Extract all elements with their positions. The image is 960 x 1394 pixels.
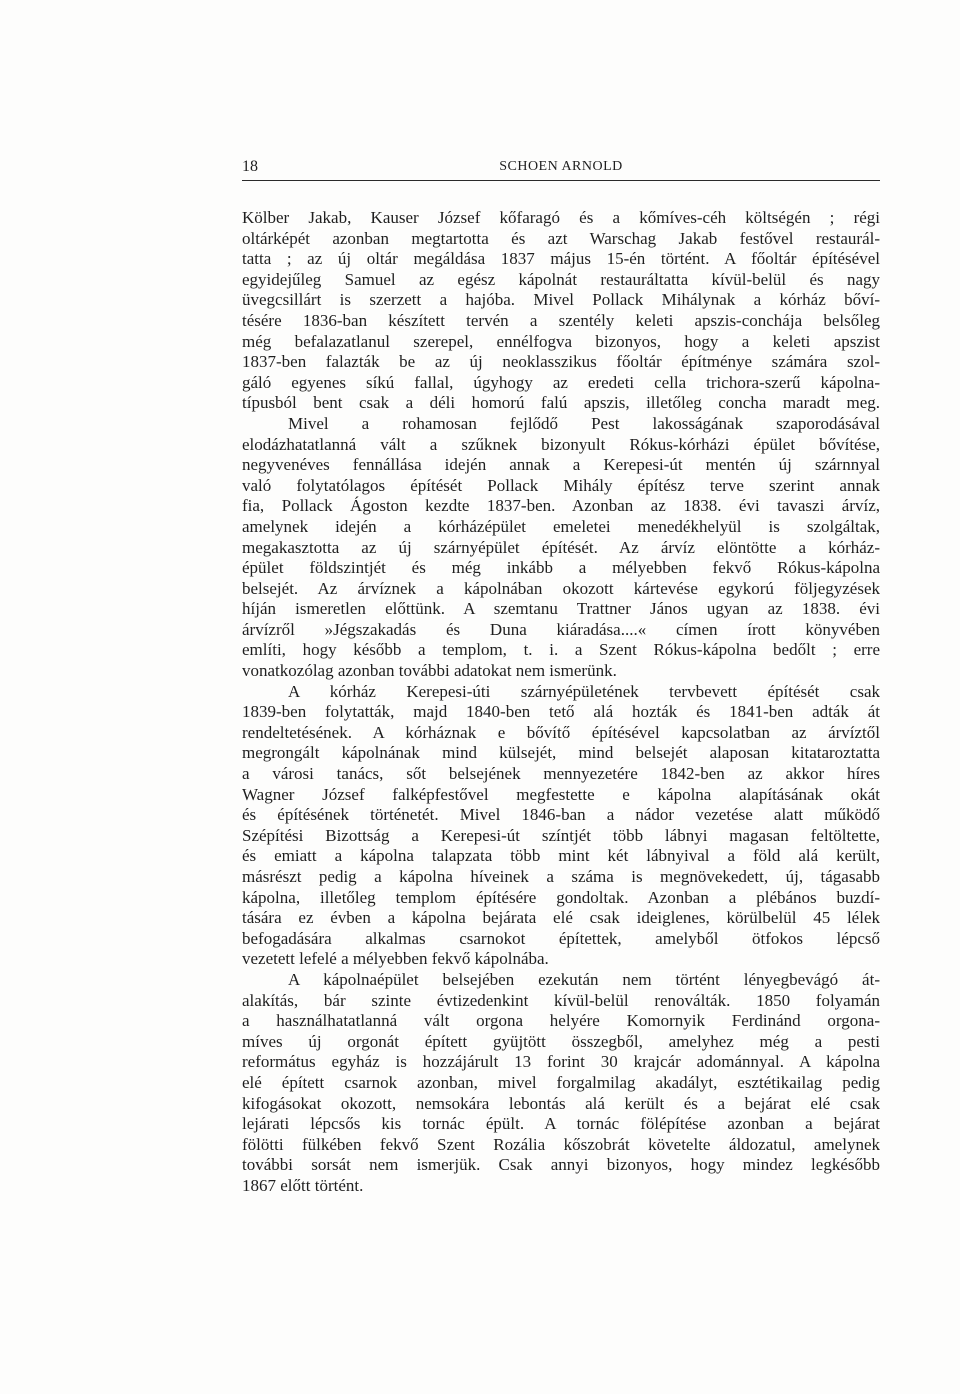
text-line: épület földszintjét és még inkább a mélyebben fekvő Rókus-kápolna [242, 558, 880, 578]
text-line: A kórház Kerepesi-úti szárnyépületének tervbevett építését csak [288, 681, 880, 701]
text-line: amelynek idején a kórházépület emeletei menedékhelyül is szolgáltak, [242, 516, 880, 536]
text-line: és építésének történetét. Mivel 1846-ban a nádor vezetése alatt működő [242, 805, 880, 825]
text-line: oltárképét azonban megtartotta és azt Warschag Jakab festővel restaurál- [242, 228, 880, 248]
text-line: Mivel a rohamosan fejlődő Pest lakosságának szaporodásával [288, 413, 880, 433]
running-head: SCHOEN ARNOLD [499, 159, 623, 174]
text-line: rendeltetésének. A kórháznak e bővítő építésével kapcsolatban az árvíztől [242, 722, 880, 742]
text-line: kifogásokat okozott, nemsokára lebontás alá került és a bejárat elé csak [242, 1093, 880, 1113]
text-line: tására ez évben a kápolna bejárata elé csak ideiglenes, körülbelül 45 lélek [242, 908, 880, 928]
text-line: belsejét. Az árvíznek a kápolnában okozott kártevése egykorú följegyzések [242, 578, 880, 598]
text-line: elodázhatatlanná vált a szűknek bizonyult Rókus-kórházi épület bővítése, [242, 434, 880, 454]
text-line: való folytatólagos építését Pollack Mihály építész terve szerint annak [242, 475, 880, 495]
text-line: híján ismeretlen előttünk. A szemtanu Trattner János ugyan az 1838. évi [242, 599, 880, 619]
text-line: Wagner József falképfestővel megfestette e kápolna alapításának okát [242, 784, 880, 804]
text-line: még befalazatlanul szerepel, ennélfogva bizonyos, hogy a keleti apszist [242, 331, 880, 351]
text-line: a városi tanács, sőt belsejének mennyezetére 1842-ben az akkor híres [242, 764, 880, 784]
paragraph [242, 208, 880, 414]
text-line: árvízről »Jégszakadás és Duna kiáradása....« címen írott könyvében [242, 619, 880, 639]
text-line: 1839-ben folytatták, majd 1840-ben tető alá hozták és 1841-ben adták át [242, 702, 880, 722]
text-line: egyidejűleg Samuel az egész kápolnát restauráltatta kívül-belül és nagy [242, 269, 880, 289]
paragraph [242, 414, 880, 682]
text-line: fia, Pollack Ágoston kezdte 1837-ben. Azonban az 1838. évi tavaszi árvíz, [242, 496, 880, 516]
text-line: másrészt pedig a kápolna híveinek a száma is megnövekedett, új, tágasabb [242, 867, 880, 886]
text-line: 1867 előtt történt. [242, 1175, 364, 1195]
text-line: megrongált kápolnának mind külsejét, mind belsejét alaposan kitataroztatta [242, 743, 880, 763]
text-line: kápolna, illetőleg templom építésére gondoltak. Azonban a plébános buzdí- [242, 887, 880, 907]
text-line: gáló egyenes síkú fallal, úgyhogy az eredeti cella trichora-szerű kápolna- [242, 372, 880, 392]
text-line: típusból bent csak a déli homorú falú apszis, illetőleg concha maradt meg. [242, 393, 880, 413]
paragraph [242, 682, 880, 970]
text-line: fölötti fülkében fekvő Szent Rozália kőszobrát követelte áldozatul, amelynek [242, 1134, 880, 1154]
text-line: A kápolnaépület belsejében ezekután nem történt lényegbevágó át- [288, 969, 880, 989]
text-line: vonatkozólag azonban további adatokat nem ismerünk. [242, 661, 617, 681]
text-line: 1837-ben falazták be az új neoklasszikus főoltár építménye számára szol- [242, 352, 880, 372]
text-line: további sorsát nem ismerjük. Csak annyi bizonyos, hogy mindez legkésőbb [242, 1155, 880, 1175]
text-line: befogadására alkalmas csarnokot építettek, amelyből ötfokos lépcső [242, 928, 880, 948]
body-text [242, 208, 880, 1197]
paragraph [242, 970, 880, 1197]
text-line: és emiatt a kápolna talapzata több mint két lábnyival a föld alá került, [242, 846, 880, 866]
text-line: tatta ; az új oltár megáldása 1837 május 15-én történt. A főoltár építésével [242, 249, 880, 269]
page-number: 18 [242, 158, 258, 175]
text-line: említi, hogy később a templom, t. i. a Szent Rókus-kápolna bedőlt ; erre [242, 640, 880, 660]
text-line: üvegcsillárt is szerzett a hajóba. Mivel Pollack Mihálynak a kórház bőví- [242, 290, 880, 310]
text-line: Kölber Jakab, Kauser József kőfaragó és a kőmíves-céh költségén ; régi [242, 208, 880, 227]
text-line: a használhatatlanná vált orgona helyére Komornyik Ferdinánd orgona- [242, 1011, 880, 1031]
text-line: alakítás, bár szinte évtizedenkint kívül-belül renoválták. 1850 folyamán [242, 990, 880, 1010]
text-line: vezetett lefelé a mélyebben fekvő kápolnába. [242, 949, 549, 969]
text-line: Szépítési Bizottság a Kerepesi-út színtjét több lábnyi magasan feltöltette, [242, 825, 880, 845]
page-header [242, 158, 880, 181]
text-line: míves új orgonát épített gyüjtött összegből, amelyhez még a pesti [242, 1031, 880, 1051]
text-line: megakasztotta az új szárnyépület építését. Az árvíz elöntötte a kórház- [242, 537, 880, 557]
text-line: negyvenéves fennállása idején annak a Kerepesi-út mentén új szárnnyal [242, 455, 880, 475]
text-line: lejárati lépcsős kis tornác épült. A tornác fölépítése azonban a bejárat [242, 1114, 880, 1134]
text-line: református egyház is hozzájárult 13 forint 30 krajcár adománnyal. A kápolna [242, 1052, 880, 1072]
text-line: elé épített csarnok azonban, mivel forgalmilag akadályt, esztétikailag pedig [242, 1072, 880, 1092]
text-line: tésére 1836-ban készített tervén a szentély keleti apszis-conchája belsőleg [242, 310, 880, 330]
